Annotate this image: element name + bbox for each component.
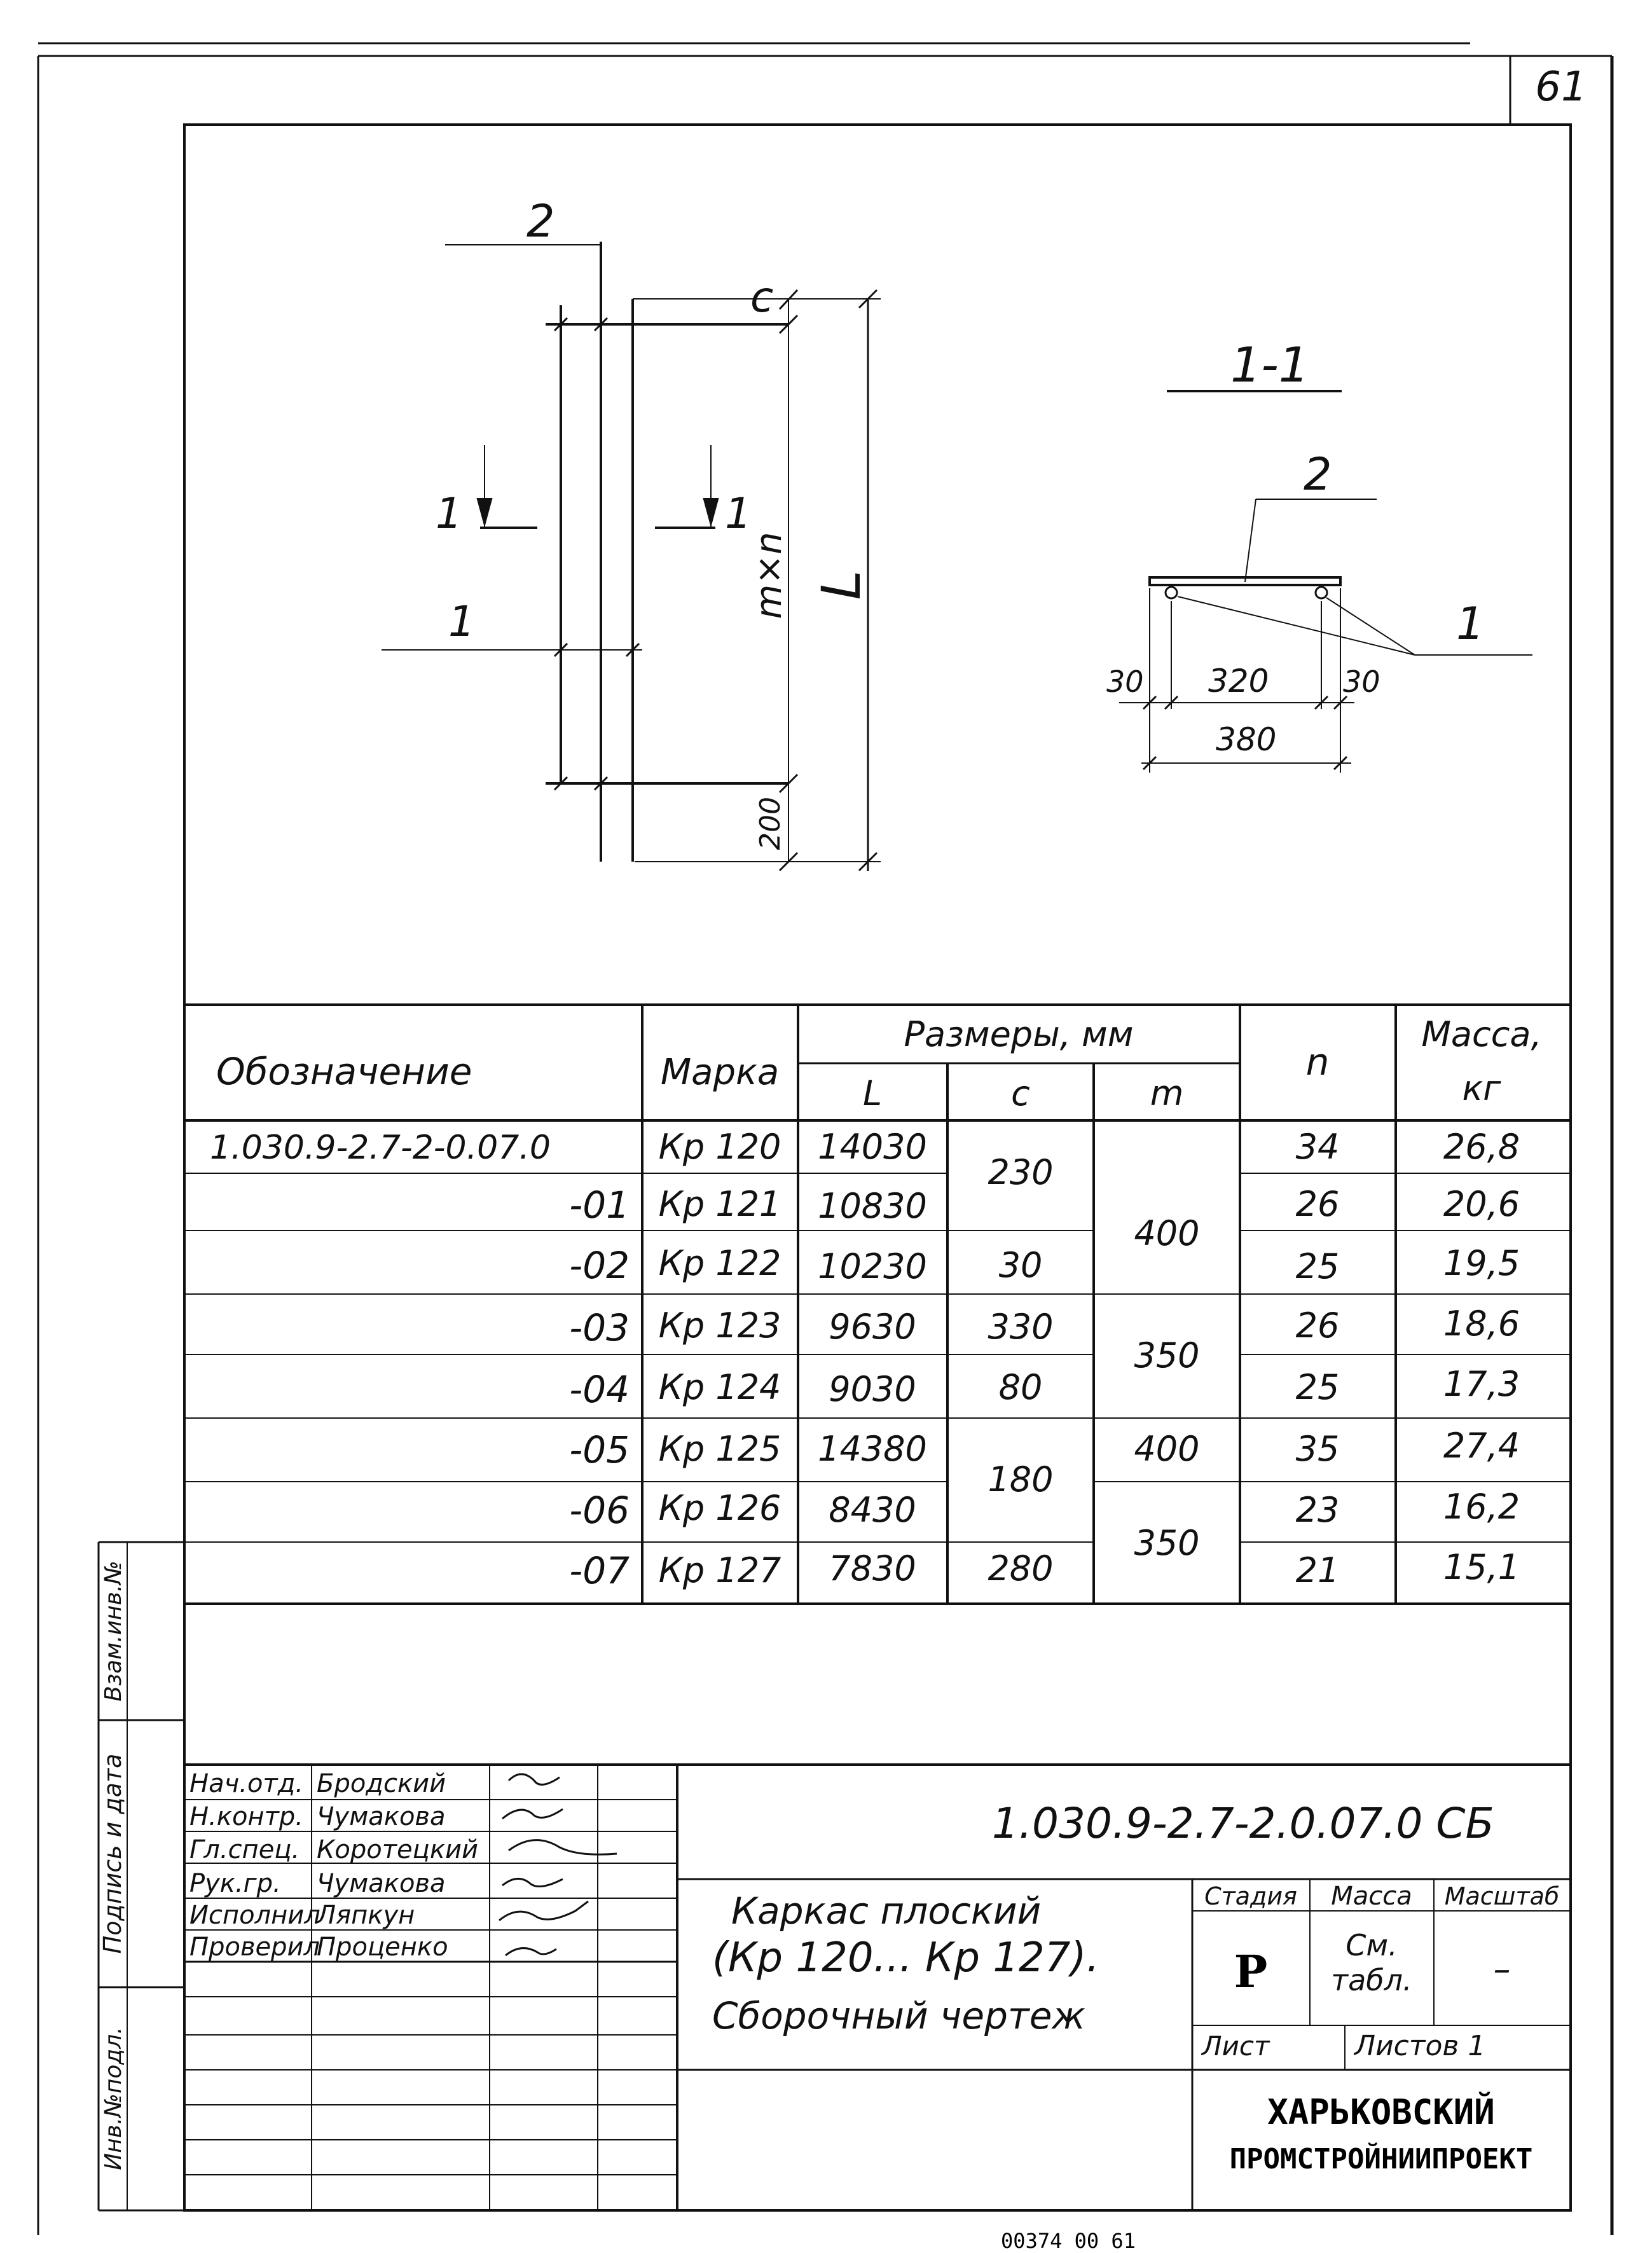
side-stamp-signature-date: Подпись и дата (99, 1753, 127, 1954)
row-n: 26 (1295, 1184, 1340, 1224)
row-n: 25 (1295, 1246, 1340, 1286)
side-stamp-replaced-inv: Взам.инв.№ (100, 1561, 127, 1702)
row-designation: -02 (569, 1244, 630, 1287)
row-L: 14030 (818, 1127, 927, 1167)
signature-marks (499, 1774, 617, 1955)
m-value: 400 (1134, 1429, 1200, 1469)
row-designation: -06 (569, 1489, 630, 1532)
dimension-c-label: c (750, 273, 774, 322)
frame-elevation (382, 242, 881, 871)
row-mass: 15,1 (1443, 1547, 1520, 1587)
section-mark-left: 1 (436, 489, 462, 538)
position-2-label: 2 (527, 195, 555, 247)
signature-name: Чумакова (317, 1802, 446, 1831)
c-value-merged: 180 (988, 1459, 1054, 1499)
signature-name: Чумакова (317, 1869, 446, 1898)
m-value-merged: 350 (1134, 1335, 1200, 1375)
header-mass-unit: кг (1462, 1068, 1501, 1108)
row-L: 8430 (829, 1490, 916, 1530)
page-number: 61 (1535, 64, 1587, 111)
row-n: 34 (1295, 1127, 1340, 1167)
footer-archive-number: 00374 00 61 (1001, 2229, 1136, 2253)
dimension-320: 320 (1208, 663, 1269, 699)
row-n: 23 (1295, 1490, 1340, 1530)
stage-value: Р (1234, 1945, 1268, 1998)
header-c: c (1011, 1073, 1030, 1113)
row-mark: Кр 125 (658, 1429, 781, 1469)
section-title: 1-1 (1230, 336, 1310, 393)
row-L: 9630 (829, 1307, 916, 1347)
side-stamp-inv-podl: Инв.№подл. (100, 2027, 127, 2170)
section-position-1-label: 1 (1456, 598, 1485, 650)
c-value-merged: 230 (988, 1152, 1054, 1192)
row-L: 10830 (818, 1186, 927, 1226)
c-value: 330 (988, 1307, 1054, 1347)
organization-line-2: ПРОМСТРОЙНИИПРОЕКТ (1229, 2143, 1533, 2175)
organization-line-1: ХАРЬКОВСКИЙ (1267, 2092, 1495, 2132)
row-designation: -05 (569, 1428, 630, 1471)
row-designation: -01 (569, 1183, 630, 1227)
signature-role: Нач.отд. (189, 1769, 304, 1798)
dimension-200-label: 200 (754, 797, 787, 850)
document-code: 1.030.9-2.7-2.0.07.0 СБ (992, 1799, 1494, 1848)
header-mass: Масса, (1421, 1014, 1542, 1054)
row-L: 10230 (818, 1246, 927, 1286)
c-value: 280 (988, 1548, 1054, 1588)
dimension-380: 380 (1216, 721, 1277, 758)
mass-value-line-2: табл. (1331, 1963, 1412, 1997)
row-designation: -03 (569, 1306, 630, 1349)
signature-role: Рук.гр. (189, 1869, 281, 1898)
m-value-merged: 350 (1134, 1523, 1200, 1563)
row-mark: Кр 126 (658, 1488, 781, 1528)
title-line-1: Каркас плоский (731, 1889, 1042, 1933)
row-n: 35 (1295, 1429, 1340, 1469)
header-m: m (1150, 1073, 1184, 1113)
row-L: 7830 (829, 1548, 916, 1588)
signature-name: Бродский (317, 1769, 446, 1798)
header-dimensions: Размеры, мм (904, 1014, 1134, 1054)
row-mark: Кр 120 (658, 1127, 781, 1167)
signature-name: Ляпкун (317, 1901, 415, 1930)
sheet-label: Лист (1202, 2030, 1270, 2062)
row-mass: 26,8 (1443, 1127, 1520, 1167)
row-designation: -04 (569, 1368, 630, 1411)
row-n: 25 (1295, 1367, 1340, 1407)
signature-name: Коротецкий (317, 1835, 479, 1864)
stage-label: Стадия (1204, 1882, 1297, 1910)
row-n: 26 (1295, 1306, 1340, 1346)
dimension-30-left: 30 (1106, 665, 1144, 699)
m-value-merged: 400 (1134, 1213, 1200, 1253)
scale-label: Масштаб (1444, 1882, 1560, 1910)
row-L: 14380 (818, 1429, 927, 1469)
signature-role: Исполнил (189, 1901, 320, 1930)
mass-label: Масса (1331, 1882, 1412, 1911)
signature-role: Проверил (189, 1933, 320, 1962)
c-value: 80 (998, 1367, 1043, 1407)
row-mark: Кр 121 (658, 1184, 781, 1224)
dimension-mxn-label: m×n (748, 532, 790, 619)
row-mark: Кр 124 (658, 1367, 781, 1407)
header-n: n (1305, 1040, 1330, 1084)
row-mass: 20,6 (1443, 1184, 1520, 1224)
signature-role: Гл.спец. (189, 1835, 300, 1864)
scale-value: – (1493, 1949, 1511, 1989)
row-mass: 19,5 (1443, 1243, 1520, 1283)
row-n: 21 (1295, 1550, 1340, 1590)
row-mark: Кр 122 (658, 1243, 781, 1283)
title-line-3: Сборочный чертеж (712, 1994, 1085, 2037)
section-mark-right: 1 (725, 489, 752, 538)
row-designation: 1.030.9-2.7-2-0.07.0 (210, 1129, 551, 1167)
row-mass: 17,3 (1443, 1364, 1520, 1404)
dimension-L-label: L (810, 570, 872, 600)
row-designation: -07 (569, 1549, 630, 1592)
title-line-2: (Кр 120... Кр 127). (712, 1934, 1099, 1981)
position-1-label: 1 (448, 597, 475, 646)
header-designation: Обозначение (216, 1050, 472, 1093)
section-position-2-label: 2 (1304, 448, 1332, 500)
header-mark: Марка (660, 1052, 780, 1093)
mass-value-line-1: См. (1346, 1928, 1398, 1962)
row-mark: Кр 123 (658, 1306, 781, 1346)
row-mass: 18,6 (1443, 1304, 1520, 1344)
c-value: 30 (998, 1245, 1043, 1285)
row-L: 9030 (829, 1369, 916, 1409)
sheets-count: Листов 1 (1354, 2030, 1486, 2062)
row-mark: Кр 127 (658, 1550, 781, 1590)
header-L: L (862, 1073, 883, 1113)
row-mass: 16,2 (1443, 1487, 1520, 1527)
signature-name: Проценко (317, 1933, 448, 1962)
row-mass: 27,4 (1443, 1426, 1520, 1466)
signature-role: Н.контр. (189, 1802, 303, 1831)
dimension-30-right: 30 (1343, 665, 1380, 699)
